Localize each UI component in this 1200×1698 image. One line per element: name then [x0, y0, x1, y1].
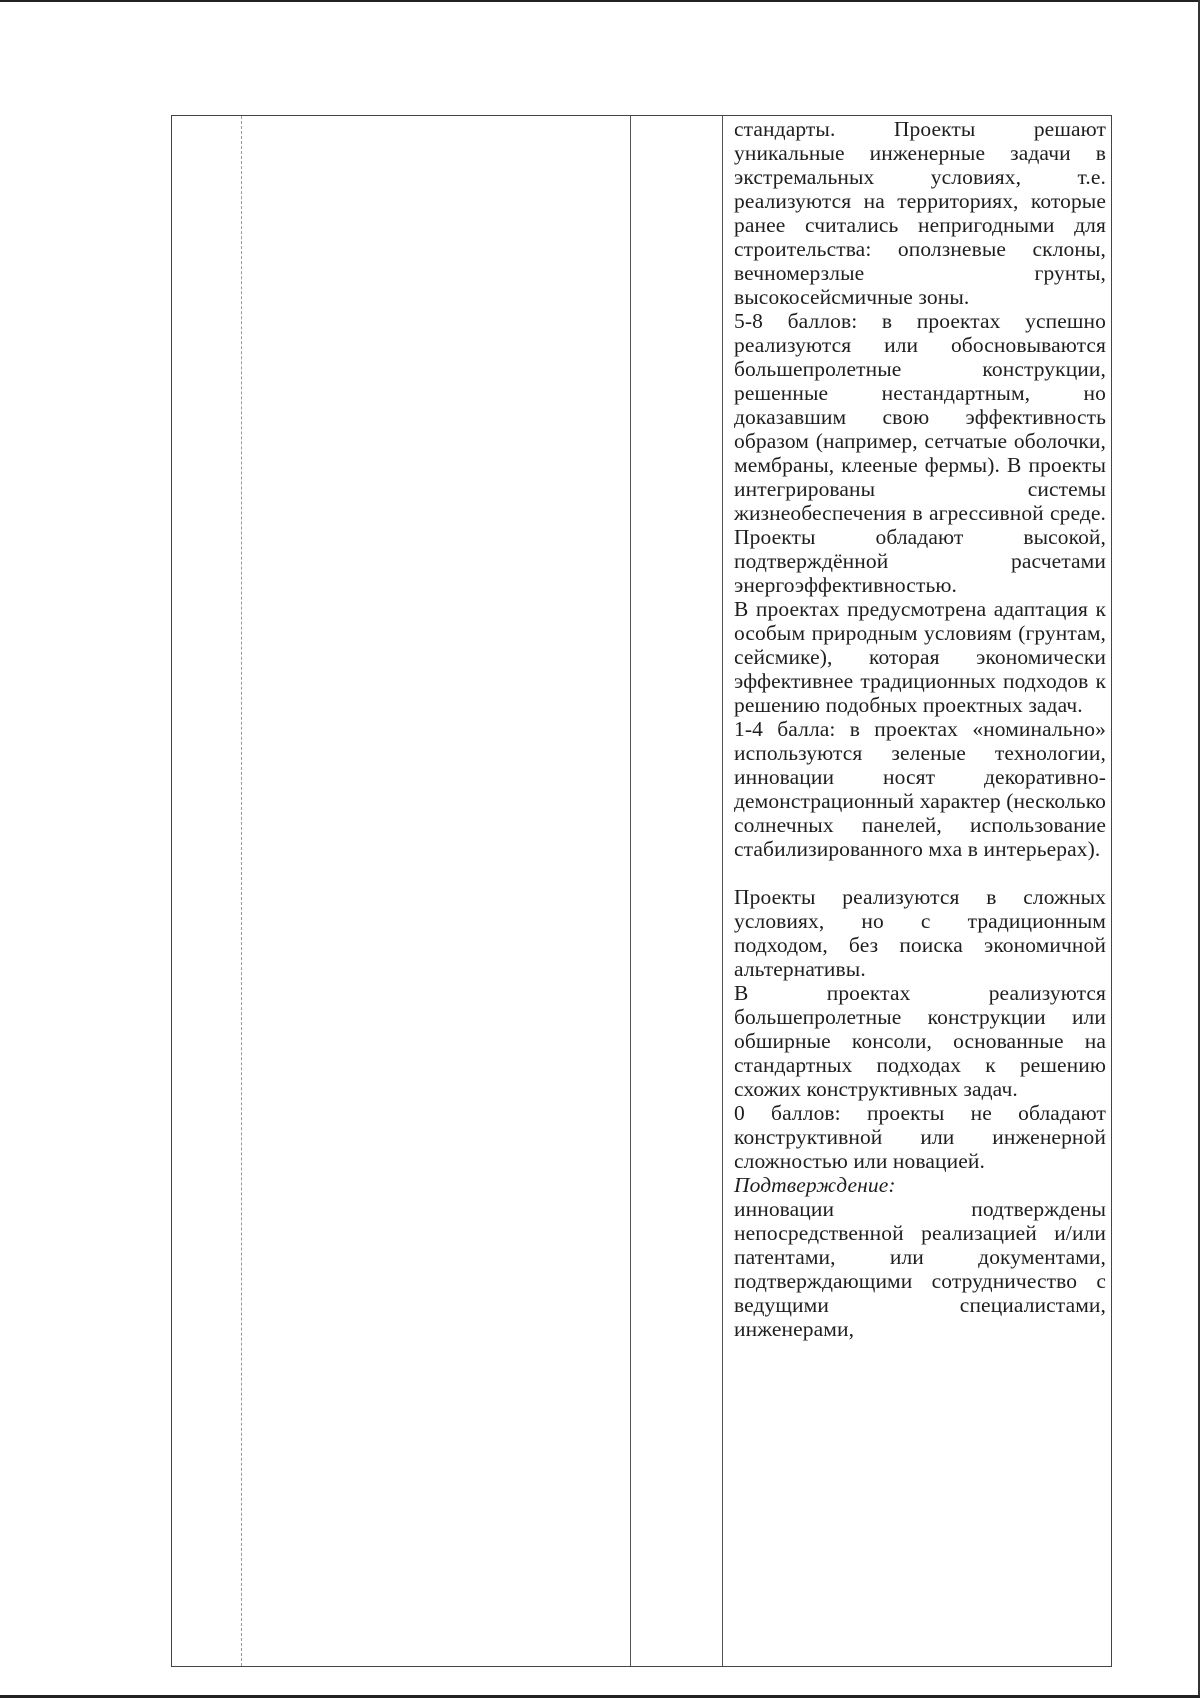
- paragraph-score-5-8: 5-8 баллов: в проектах успешно реализуются или обосновываются большепролетные конструкции, решенные нестандартным, но доказавшим свою эффективность образом (например, сетчатые оболочки, мембраны, клееные фермы). В проекты интегрированы системы жизнеобеспечения в агрессивной среде. Проекты обладают высокой, подтверждённой расчетами энергоэффективностью.: [734, 309, 1106, 597]
- paragraph-confirmation-heading: Подтверждение:: [734, 1173, 896, 1197]
- paragraph-standards: стандарты. Проекты решают уникальные инженерные задачи в экстремальных условиях, т.е. реализуются на территориях, которые ранее считались непригодными для строительства: оползневые склоны, вечномерзлые грунты, высокосейсмичные зоны.: [734, 117, 1106, 309]
- table-column-divider-1: [241, 116, 242, 1666]
- table-column-divider-3: [722, 116, 723, 1666]
- table-column-divider-2: [630, 116, 631, 1666]
- paragraph-score-0: 0 баллов: проекты не обладают конструктивной или инженерной сложностью или новацией.: [734, 1101, 1106, 1173]
- scan-edge-top: [0, 0, 1200, 2]
- paragraph-score-1-4: 1-4 балла: в проектах «номинально» используются зеленые технологии, инновации носят декоративно-демонстрационный характер (несколько солнечных панелей, использование стабилизированного мха в интерьерах).: [734, 717, 1106, 861]
- paragraph-traditional-approach: Проекты реализуются в сложных условиях, но с традиционным подходом, без поиска экономичной альтернативы.: [734, 885, 1106, 981]
- criteria-description-cell: [734, 117, 1106, 1341]
- paragraph-confirmation-text: инновации подтверждены непосредственной реализацией и/или патентами, или документами, подтверждающими сотрудничество с ведущими специалистами, инженерами,: [734, 1197, 1106, 1341]
- paragraph-standard-structures: В проектах реализуются большепролетные конструкции или обширные консоли, основанные на стандартных подходах к решению схожих конструктивных задач.: [734, 981, 1106, 1101]
- paragraph-adaptation: В проектах предусмотрена адаптация к особым природным условиям (грунтам, сейсмике), которая экономически эффективнее традиционных подходов к решению подобных проектных задач.: [734, 597, 1106, 717]
